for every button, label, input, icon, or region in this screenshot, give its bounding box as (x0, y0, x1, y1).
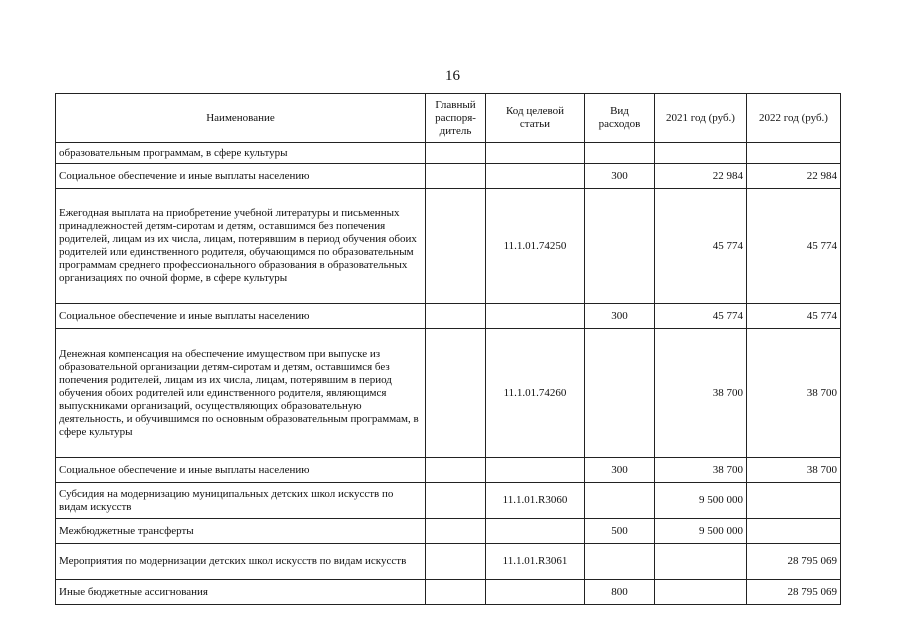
cell-code (486, 164, 585, 189)
cell-manager (426, 189, 486, 304)
cell-code: 11.1.01.74260 (486, 329, 585, 458)
cell-name: Ежегодная выплата на приобретение учебной литературы и письменных принадлежностей детям-сиротам и детям, оставшимся без попечения родителей, лицам из их числа, лицам, потерявшим в период обучения обоих родителей или единственного родителя, обучающимся по образовательным программам среднего профессионального образования в образовательных организациях по очной форме, в сфере культуры (56, 189, 426, 304)
table-row (56, 304, 841, 329)
cell-manager (426, 544, 486, 580)
cell-2021: 22 984 (655, 164, 747, 189)
table-row (56, 544, 841, 580)
cell-name: образовательным программам, в сфере культуры (56, 143, 426, 164)
cell-2022 (747, 143, 841, 164)
cell-code (486, 519, 585, 544)
cell-2021 (655, 143, 747, 164)
cell-code (486, 580, 585, 605)
cell-name: Субсидия на модернизацию муниципальных детских школ искусств по видам искусств (56, 483, 426, 519)
cell-2021: 45 774 (655, 189, 747, 304)
cell-manager (426, 458, 486, 483)
cell-2021: 45 774 (655, 304, 747, 329)
cell-2022: 28 795 069 (747, 580, 841, 605)
column-header-type: Вид расходов (585, 94, 655, 143)
cell-type (585, 329, 655, 458)
cell-2022: 45 774 (747, 189, 841, 304)
cell-manager (426, 483, 486, 519)
table-row (56, 519, 841, 544)
budget-table (55, 93, 841, 605)
table-row (56, 189, 841, 304)
cell-type (585, 544, 655, 580)
cell-code (486, 143, 585, 164)
cell-2021: 9 500 000 (655, 483, 747, 519)
table-row (56, 458, 841, 483)
cell-manager (426, 143, 486, 164)
cell-manager (426, 304, 486, 329)
cell-name: Социальное обеспечение и иные выплаты населению (56, 304, 426, 329)
cell-manager (426, 519, 486, 544)
cell-type (585, 189, 655, 304)
cell-code: 11.1.01.74250 (486, 189, 585, 304)
cell-manager (426, 329, 486, 458)
cell-2021: 38 700 (655, 458, 747, 483)
cell-name: Межбюджетные трансферты (56, 519, 426, 544)
cell-code: 11.1.01.R3061 (486, 544, 585, 580)
cell-2021 (655, 544, 747, 580)
cell-name: Социальное обеспечение и иные выплаты населению (56, 164, 426, 189)
cell-2021: 38 700 (655, 329, 747, 458)
cell-manager (426, 580, 486, 605)
table-header-row (56, 94, 841, 143)
table-row (56, 143, 841, 164)
column-header-manager: Главный распоря-дитель (426, 94, 486, 143)
cell-type (585, 143, 655, 164)
table-row (56, 483, 841, 519)
column-header-code: Код целевой статьи (486, 94, 585, 143)
cell-type: 500 (585, 519, 655, 544)
cell-2021: 9 500 000 (655, 519, 747, 544)
cell-type: 800 (585, 580, 655, 605)
cell-manager (426, 164, 486, 189)
table-row (56, 329, 841, 458)
cell-2021 (655, 580, 747, 605)
cell-name: Иные бюджетные ассигнования (56, 580, 426, 605)
cell-type: 300 (585, 164, 655, 189)
cell-2022: 28 795 069 (747, 544, 841, 580)
column-header-2021: 2021 год (руб.) (655, 94, 747, 143)
page-number: 16 (445, 68, 460, 84)
table-row (56, 164, 841, 189)
table-row (56, 580, 841, 605)
cell-2022 (747, 483, 841, 519)
cell-type: 300 (585, 304, 655, 329)
cell-name: Мероприятия по модернизации детских школ искусств по видам искусств (56, 544, 426, 580)
cell-code (486, 304, 585, 329)
column-header-name: Наименование (56, 94, 426, 143)
cell-2022: 45 774 (747, 304, 841, 329)
cell-type: 300 (585, 458, 655, 483)
cell-2022: 38 700 (747, 458, 841, 483)
cell-2022: 22 984 (747, 164, 841, 189)
cell-type (585, 483, 655, 519)
cell-2022: 38 700 (747, 329, 841, 458)
cell-name: Социальное обеспечение и иные выплаты населению (56, 458, 426, 483)
cell-name: Денежная компенсация на обеспечение имуществом при выпуске из образовательной организации детям-сиротам и детям, оставшимся без попечения родителей, лицам из их числа, лицам, потерявшим в период обучения обоих родителей или единственного родителя, являющимся выпускниками организаций, осуществляющих образовательную деятельность, и обучившимся по основным образовательным программам, в сфере культуры (56, 329, 426, 458)
column-header-2022: 2022 год (руб.) (747, 94, 841, 143)
cell-2022 (747, 519, 841, 544)
cell-code: 11.1.01.R3060 (486, 483, 585, 519)
cell-code (486, 458, 585, 483)
